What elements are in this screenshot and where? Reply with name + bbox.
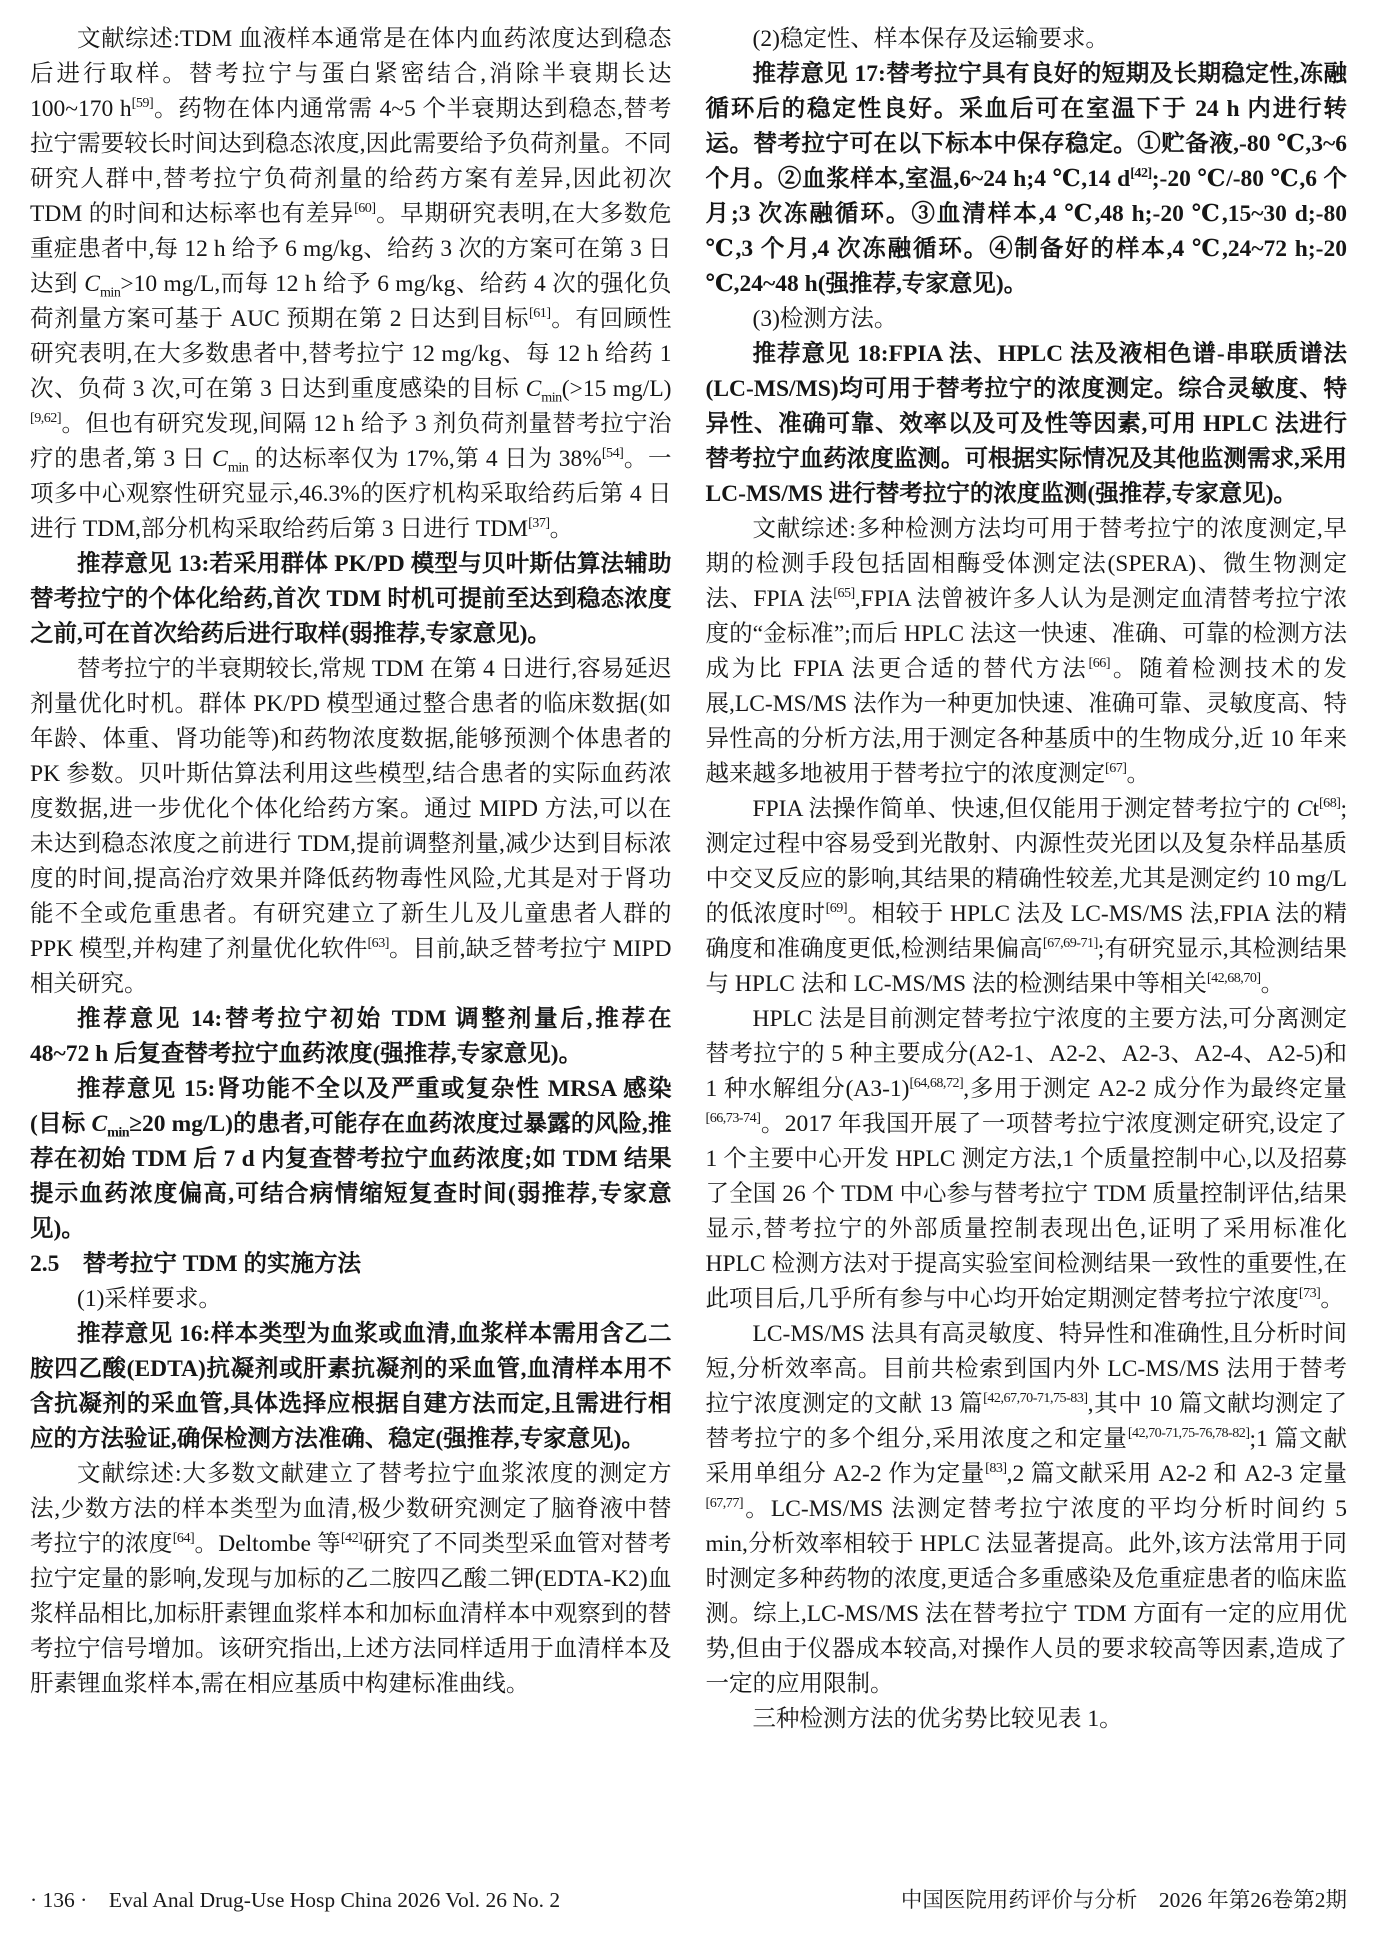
page-footer (30, 1886, 1347, 1914)
body-paragraph: 三种检测方法的优劣势比较见表 1。 (752, 1706, 1123, 1732)
recommendation-paragraph: 推荐意见 14:替考拉宁初始 TDM 调整剂量后,推荐在 48~72 h 后复查替考拉宁血药浓度(强推荐,专家意见)。 (30, 1006, 672, 1067)
text-column-right (706, 22, 1348, 1737)
recommendation-paragraph: 推荐意见 16:样本类型为血浆或血清,血浆样本需用含乙二胺四乙酸(EDTA)抗凝剂或肝素抗凝剂的采血管,血清样本用不含抗凝剂的采血管,具体选择应根据自建方法而定,且需进行相应的方法验证,确保检测方法准确、稳定(强推荐,专家意见)。 (30, 1321, 672, 1452)
recommendation-paragraph: 推荐意见 15:肾功能不全以及严重或复杂性 MRSA 感染(目标 $C_{min}\ge 20$ mg/L)的患者,可能存在血药浓度过暴露的风险,推荐在初始 TDM 后 7 d 内复查替考拉宁血药浓度;如 TDM 结果提示血药浓度偏高,可结合病情缩短复查时间(弱推荐,专家意见)。 (30, 1076, 672, 1242)
body-paragraph: LC-MS/MS 法具有高灵敏度、特异性和准确性,且分析时间短,分析效率高。目前共检索到国内外 LC-MS/MS 法用于替考拉宁浓度测定的文献 13 篇[42,67,70-71,75-83],其中 10 篇文献均测定了替考拉宁的多个组分,采用浓度之和定量[42,70-71,75-76,78-82];1 篇文献采用单组分 A2-2 作为定量[83],2 篇文献采用 A2-2 和 A2-3 定量[67,77]。LC-MS/MS 法测定替考拉宁浓度的平均分析时间约 5 min,分析效率相较于 HPLC 法显著提高。此外,该方法常用于同时测定多种药物的浓度,更适合多重感染及危重症患者的临床监测。综上,LC-MS/MS 法在替考拉宁 TDM 方面有一定的应用优势,但由于仪器成本较高,对操作人员的要求较高等因素,造成了一定的应用限制。 (705, 1321, 1348, 1697)
section-heading: 2.5 替考拉宁 TDM 的实施方法 (30, 1251, 361, 1277)
recommendation-paragraph: 推荐意见 17:替考拉宁具有良好的短期及长期稳定性,冻融循环后的稳定性良好。采血后可在室温下于 24 h 内进行转运。替考拉宁可在以下标本中保存稳定。①贮备液,-80 ℃,3~6 个月。②血浆样本,室温,6~24 h;4 ℃,14 d[42];-20 ℃/-80 ℃,6 个月;3 次冻融循环。③血清样本,4 ℃,48 h;-20 ℃,15~30 d;-80 ℃,3 个月,4 次冻融循环。④制备好的样本,4 ℃,24~72 h;-20 ℃,24~48 h(强推荐,专家意见)。 (705, 61, 1348, 297)
body-paragraph: (3)检测方法。 (752, 306, 898, 332)
body-paragraph: (1)采样要求。 (77, 1286, 222, 1312)
body-paragraph: 文献综述:大多数文献建立了替考拉宁血浆浓度的测定方法,少数方法的样本类型为血清,极少数研究测定了脑脊液中替考拉宁的浓度[64]。Deltombe 等[42]研究了不同类型采血管对替考拉宁定量的影响,发现与加标的乙二胺四乙酸二钾(EDTA-K2)血浆样品相比,加标肝素锂血浆样本和加标血清样本中观察到的替考拉宁信号增加。该研究指出,上述方法同样适用于血清样本及肝素锂血浆样本,需在相应基质中构建标准曲线。 (30, 1461, 672, 1697)
body-paragraph: (2)稳定性、样本保存及运输要求。 (752, 26, 1109, 52)
body-paragraph: 文献综述:多种检测方法均可用于替考拉宁的浓度测定,早期的检测手段包括固相酶受体测定法(SPERA)、微生物测定法、FPIA 法[65],FPIA 法曾被许多人认为是测定血清替考拉宁浓度的“金标准”;而后 HPLC 法这一快速、准确、可靠的检测方法成为比 FPIA 法更合适的替代方法[66]。随着检测技术的发展,LC-MS/MS 法作为一种更加快速、准确可靠、灵敏度高、特异性高的分析方法,用于测定各种基质中的生物成分,近 10 年来越来越多地被用于替考拉宁的浓度测定[67]。 (705, 516, 1348, 787)
text-column-left (30, 22, 672, 1737)
recommendation-paragraph: 推荐意见 18:FPIA 法、HPLC 法及液相色谱-串联质谱法(LC-MS/MS)均可用于替考拉宁的浓度测定。综合灵敏度、特异性、准确可靠、效率以及可及性等因素,可用 HPLC 法进行替考拉宁血药浓度监测。可根据实际情况及其他监测需求,采用 LC-MS/MS 进行替考拉宁的浓度监测(强推荐,专家意见)。 (705, 341, 1347, 507)
body-paragraph: 替考拉宁的半衰期较长,常规 TDM 在第 4 日进行,容易延迟剂量优化时机。群体 PK/PD 模型通过整合患者的临床数据(如年龄、体重、肾功能等)和药物浓度数据,能够预测个体患者的 PK 参数。贝叶斯估算法利用这些模型,结合患者的实际血药浓度数据,进一步优化个体化给药方案。通过 MIPD 方法,可以在未达到稳态浓度之前进行 TDM,提前调整剂量,减少达到目标浓度的时间,提高治疗效果并降低药物毒性风险,尤其是对于肾功能不全或危重患者。有研究建立了新生儿及儿童患者人群的 PPK 模型,并构建了剂量优化软件[63]。目前,缺乏替考拉宁 MIPD 相关研究。 (30, 656, 672, 997)
recommendation-paragraph: 推荐意见 13:若采用群体 PK/PD 模型与贝叶斯估算法辅助替考拉宁的个体化给药,首次 TDM 时机可提前至达到稳态浓度之前,可在首次给药后进行取样(弱推荐,专家意见)。 (30, 551, 672, 647)
footer-journal-cn-issue: 中国医院用药评价与分析 2026 年第26卷第2期 (900, 1888, 1347, 1912)
body-paragraph: HPLC 法是目前测定替考拉宁浓度的主要方法,可分离测定替考拉宁的 5 种主要成分(A2-1、A2-2、A2-3、A2-4、A2-5)和 1 种水解组分(A3-1)[64,68,72],多用于测定 A2-2 成分作为最终定量[66,73-74]。2017 年我国开展了一项替考拉宁浓度测定研究,设定了 1 个主要中心开发 HPLC 测定方法,1 个质量控制中心,以及招募了全国 26 个 TDM 中心参与替考拉宁 TDM 质量控制评估,结果显示,替考拉宁的外部质量控制表现出色,证明了采用标准化 HPLC 检测方法对于提高实验室间检测结果一致性的重要性,在此项目后,几乎所有参与中心均开始定期测定替考拉宁浓度[73]。 (705, 1006, 1347, 1312)
body-paragraph: 文献综述:TDM 血液样本通常是在体内血药浓度达到稳态后进行取样。替考拉宁与蛋白紧密结合,消除半衰期长达 100~170 h[59]。药物在体内通常需 4~5 个半衰期达到稳态,替考拉宁需要较长时间达到稳态浓度,因此需要给予负荷剂量。不同研究人群中,替考拉宁负荷剂量的给药方案有差异,因此初次 TDM 的时间和达标率也有差异[60]。早期研究表明,在大多数危重症患者中,每 12 h 给予 6 mg/kg、给药 3 次的方案可在第 3 日达到 $C_{min}>10$ mg/L,而每 12 h 给予 6 mg/kg、给药 4 次的强化负荷剂量方案可基于 AUC 预期在第 2 日达到目标[61]。有回顾性研究表明,在大多数患者中,替考拉宁 12 mg/kg、每 12 h 给药 1 次、负荷 3 次,可在第 3 日达到重度感染的目标 $C_{min}(>15$ mg/L)[9,62]。但也有研究发现,间隔 12 h 给予 3 剂负荷剂量替考拉宁治疗的患者,第 3 日 $C_{min}$ 的达标率仅为 17%,第 4 日为 38%[54]。一项多中心观察性研究显示,46.3%的医疗机构采取给药后第 4 日进行 TDM,部分机构采取给药后第 3 日进行 TDM[37]。 (30, 26, 672, 542)
body-paragraph: FPIA 法操作简单、快速,但仅能用于测定替考拉宁的 Ct[68];测定过程中容易受到光散射、内源性荧光团以及复杂样品基质中交叉反应的影响,其结果的精确性较差,尤其是测定约 10 mg/L 的低浓度时[69]。相较于 HPLC 法及 LC-MS/MS 法,FPIA 法的精确度和准确度更低,检测结果偏高[67,69-71];有研究显示,其检测结果与 HPLC 法和 LC-MS/MS 法的检测结果中等相关[42,68,70]。 (705, 795, 1348, 997)
two-column-text-area (30, 22, 1347, 1737)
footer-page-number-journal-en: · 136 · Eval Anal Drug-Use Hosp China 2026 Vol. 26 No. 2 (30, 1888, 561, 1912)
